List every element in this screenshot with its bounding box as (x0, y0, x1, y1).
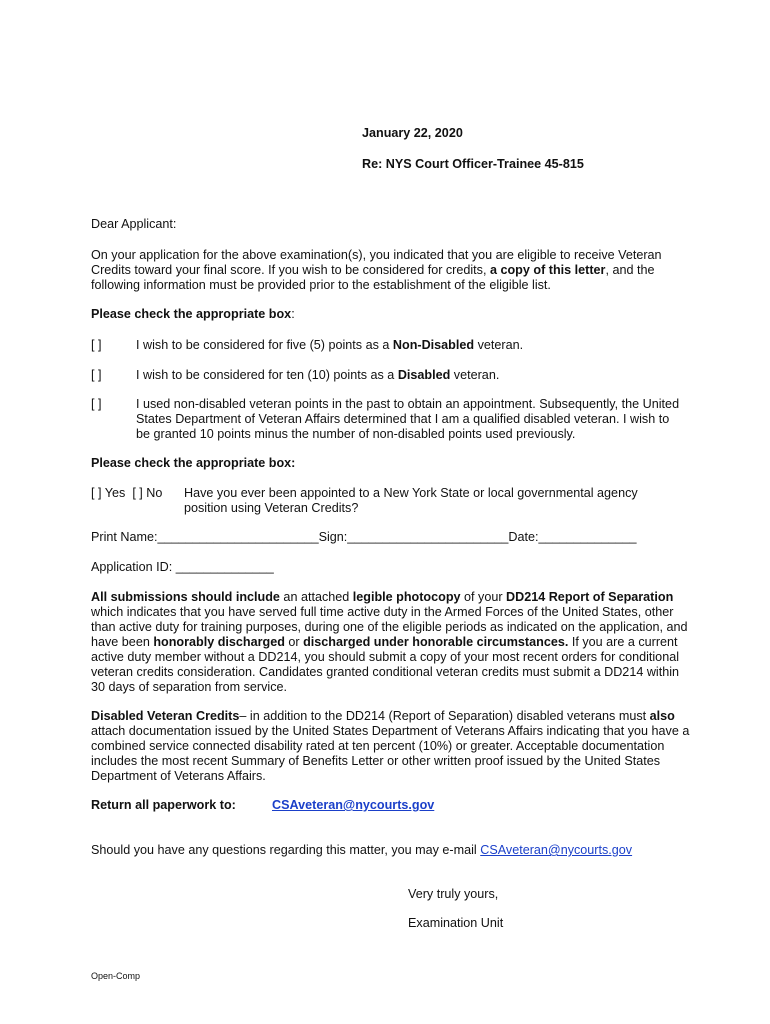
signature-fields-line[interactable]: Print Name:_______________________Sign:_______________________Date:______________ (91, 530, 637, 544)
questions-email-link[interactable]: CSAveteran@nycourts.gov (480, 843, 633, 857)
subm-b2: legible photocopy (352, 590, 461, 604)
questions-line (91, 843, 691, 858)
letter-date: January 22, 2020 (362, 126, 463, 140)
subm-b3: DD214 Report of Separation (506, 590, 674, 604)
subm-b5: discharged under honorable circumstances. (303, 635, 569, 649)
salutation: Dear Applicant: (91, 217, 177, 231)
subm-b1: All submissions should include (91, 590, 280, 604)
yes-no-question (91, 486, 691, 515)
checkbox-prior-points[interactable]: [ ] (91, 397, 102, 411)
heading-1-colon: : (291, 307, 295, 321)
submissions-paragraph (91, 590, 691, 695)
option-1-post: veteran. (474, 338, 524, 352)
option-prior-points-label: I used non-disabled veteran points in the past to obtain an appointment. Subsequently, the United States Department of Veteran Affairs determined that I am a qualified disabled veteran. I wish to be granted 10 points minus the number of non-disabled points used previously. (136, 397, 680, 441)
return-paperwork (91, 798, 691, 813)
disab-b2: also (649, 709, 675, 723)
footer-label: Open-Comp (91, 971, 141, 981)
option-2-post: veteran. (450, 368, 500, 382)
option-1-pre: I wish to be considered for five (5) points as a (136, 338, 393, 352)
letter-subject: Re: NYS Court Officer-Trainee 45-815 (362, 157, 584, 171)
option-2-pre: I wish to be considered for ten (10) points as a (136, 368, 398, 382)
option-disabled-label (136, 368, 684, 383)
signature-unit: Examination Unit (408, 916, 504, 930)
closing: Very truly yours, (408, 887, 499, 901)
option-2-bold: Disabled (397, 368, 451, 382)
disabled-credits-paragraph (91, 709, 691, 784)
disab-b1: Disabled Veteran Credits (91, 709, 240, 723)
option-1-bold: Non-Disabled (392, 338, 475, 352)
subm-t5: If you are a current active duty member without a DD214, you should submit a copy of your most recent orders for conditional veteran credits consideration. Candidates granted conditional veteran credits must submit a DD214 within 30 days of separation from service. (91, 635, 680, 694)
return-email-link[interactable]: CSAveteran@nycourts.gov (272, 798, 435, 812)
heading-check-box-2: Please check the appropriate box: (91, 456, 296, 470)
intro-paragraph (91, 248, 691, 293)
application-id-field[interactable]: Application ID: ______________ (91, 560, 274, 574)
return-label: Return all paperwork to: (91, 798, 236, 812)
subm-t3: which indicates that you have served full time active duty in the Armed Forces of the United States, other than active duty for training purposes, during one of the eligible periods as indicated on the application, and have been (91, 605, 688, 649)
questions-text: Should you have any questions regarding this matter, you may e-mail (91, 843, 481, 857)
intro-bold: a copy of this letter (489, 263, 606, 277)
checkbox-no[interactable]: [ ] No (132, 486, 163, 500)
subm-b4: honorably discharged (153, 635, 285, 649)
appointment-question: Have you ever been appointed to a New York State or local governmental agency position using Veteran Credits? (184, 486, 638, 515)
intro-text: On your application for the above examination(s), you indicated that you are eligible to receive Veteran Credits toward your final score. If you wish to be considered for credits, (91, 248, 662, 277)
option-non-disabled-label (136, 338, 684, 353)
subm-t1: an attached (279, 590, 353, 604)
disab-t2: attach documentation issued by the United States Department of Veterans Affairs indicating that you have a combined service connected disability rated at ten percent (10%) or greater. Acceptable documentation includes the most recent Summary of Benefits Letter or other written proof issued by the United States Department of Veterans Affairs. (91, 724, 690, 783)
disab-t1: – in addition to the DD214 (Report of Separation) disabled veterans must (239, 709, 650, 723)
heading-1-text: Please check the appropriate box (91, 307, 292, 321)
checkbox-non-disabled[interactable]: [ ] (91, 338, 102, 352)
checkbox-disabled[interactable]: [ ] (91, 368, 102, 382)
subm-t2: of your (460, 590, 507, 604)
checkbox-yes[interactable]: [ ] Yes (91, 486, 126, 500)
intro-text-end: , and the following information must be provided prior to the establishment of the eligible list. (91, 263, 655, 292)
heading-check-box-1 (91, 307, 691, 322)
subm-t4: or (284, 635, 304, 649)
